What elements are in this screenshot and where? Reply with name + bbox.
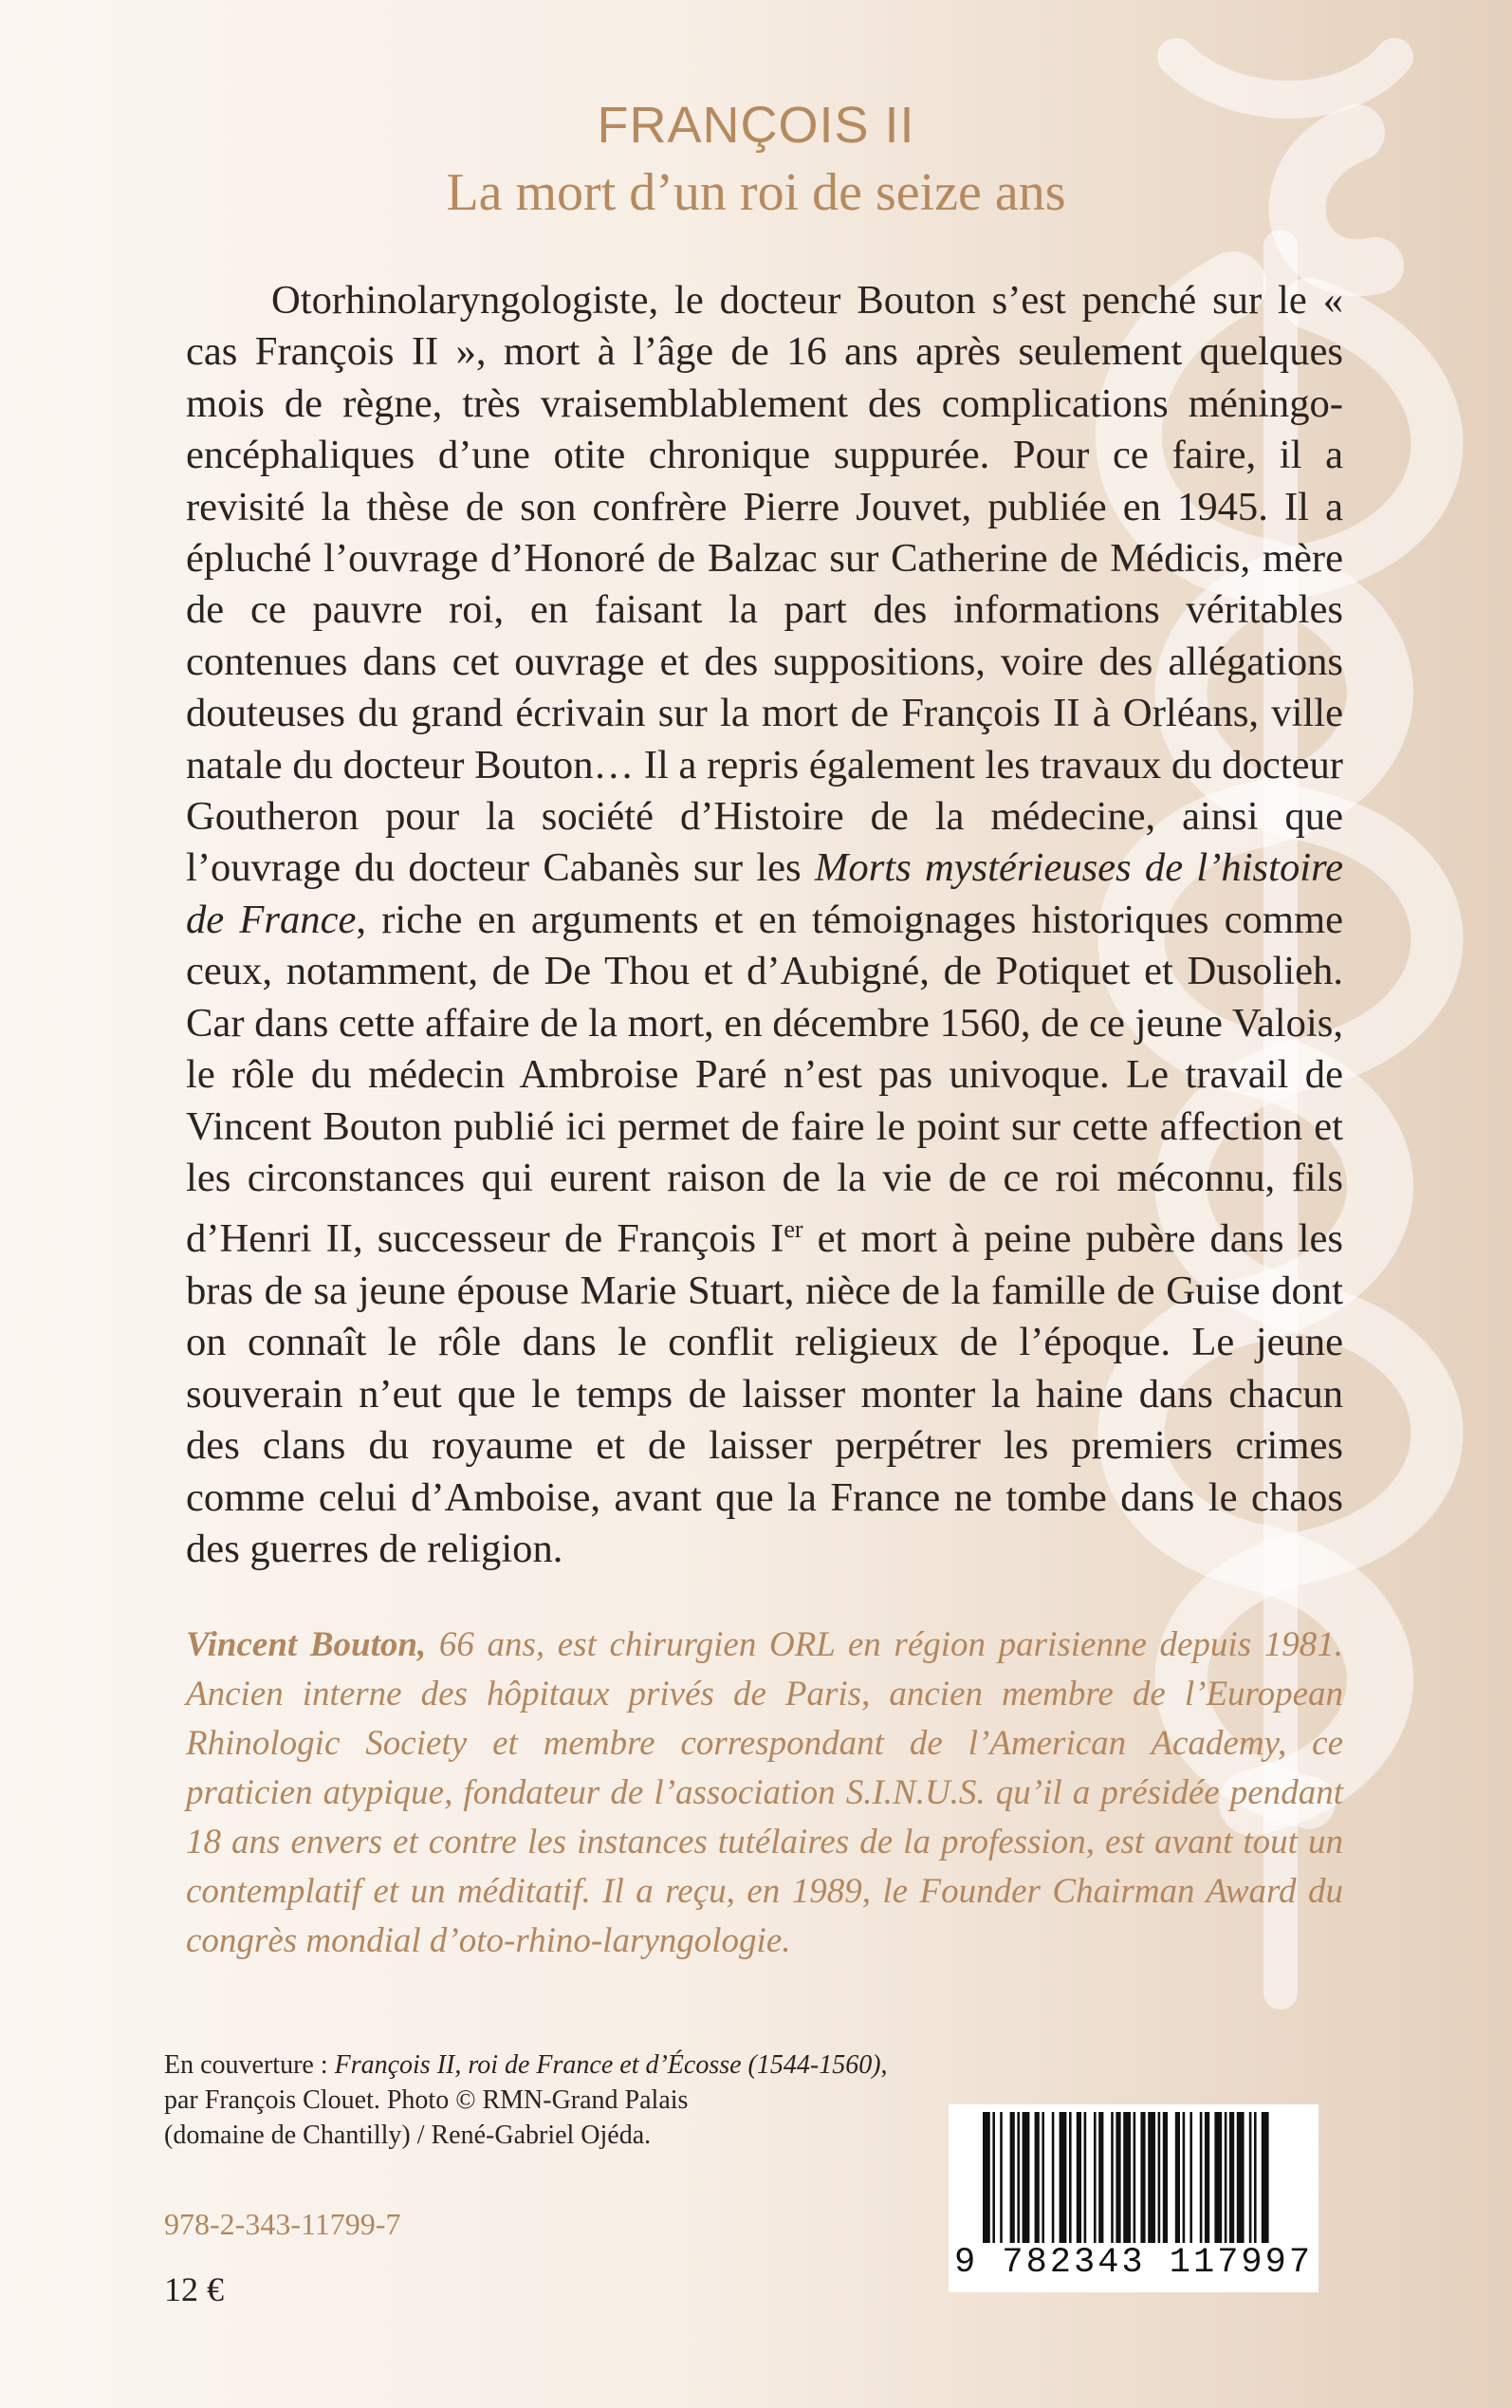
barcode-bar <box>1225 2112 1227 2243</box>
barcode-bar <box>1023 2112 1030 2243</box>
barcode-bar <box>1084 2112 1087 2243</box>
barcode-bar <box>1183 2112 1186 2243</box>
summary-text <box>186 275 1343 1575</box>
barcode-bar <box>1094 2112 1097 2243</box>
barcode-bar <box>1052 2112 1055 2243</box>
barcode-bar <box>1237 2112 1245 2243</box>
price: 12 € <box>164 2270 224 2308</box>
isbn: 978-2-343-11799-7 <box>164 2207 401 2241</box>
barcode-bar <box>1035 2112 1040 2243</box>
author-bio-text: 66 ans, est chirurgien ORL en région parisienne depuis 1981. Ancien interne des hôpitaux privés de Paris, ancien membre de l’European Rhinologic Society et membre correspondant de l’American Academy, ce praticien atypique, fondateur de l’association S.I.N.U.S. qu’il a présidée pendant 18 ans envers et contre les instances tutélaires de la profession, est avant tout un contemplatif et un méditatif. Il a reçu, en 1989, le Founder Chairman Award du congrès mondial d’oto-rhino-laryngologie. <box>186 1625 1343 1960</box>
barcode-bar <box>1098 2112 1103 2243</box>
barcode-bar <box>1262 2112 1269 2243</box>
barcode-bar <box>1116 2112 1120 2243</box>
barcode <box>949 2104 1318 2292</box>
barcode-bar <box>992 2112 995 2243</box>
author-bio <box>186 1621 1343 1966</box>
barcode-bar <box>1158 2112 1161 2243</box>
barcode-bar <box>1148 2112 1155 2243</box>
barcode-bar <box>983 2112 990 2243</box>
barcode-bar <box>1017 2112 1020 2243</box>
barcode-bar <box>1163 2112 1168 2243</box>
barcode-bar <box>1010 2112 1015 2243</box>
barcode-bar <box>1134 2112 1136 2243</box>
barcode-digits: 9 782343 117997 <box>949 2243 1318 2283</box>
barcode-bar <box>1254 2112 1257 2243</box>
author-name: Vincent Bouton, <box>186 1625 427 1664</box>
barcode-bar <box>1200 2112 1203 2243</box>
ordinal-superscript: er <box>784 1215 803 1244</box>
barcode-bar <box>1077 2112 1081 2243</box>
barcode-bar <box>1249 2112 1252 2243</box>
barcode-bar <box>1123 2112 1131 2243</box>
cited-work-title: Morts mystérieuses de l’histoire de France <box>186 845 1343 942</box>
book-subtitle: La mort d’un roi de seize ans <box>446 163 1066 222</box>
barcode-bar <box>1060 2112 1067 2243</box>
barcode-bar <box>1000 2112 1003 2243</box>
artwork-title: François II, roi de France et d’Écosse (1544-1560) <box>334 2050 881 2080</box>
barcode-bar <box>1214 2112 1222 2243</box>
barcode-bar <box>1140 2112 1145 2243</box>
barcode-bar <box>1189 2112 1192 2243</box>
title-block <box>0 95 1512 226</box>
barcode-bar <box>1069 2112 1072 2243</box>
cover-credit: En couverture : François II, roi de France et d’Écosse (1544-1560), par François Clouet. Photo © RMN-Grand Palais (domaine de Chantilly) / René-Gabriel Ojéda. <box>164 2050 888 2150</box>
book-title: FRANÇOIS II <box>597 97 915 154</box>
summary-paragraph: Otorhinolaryngologiste, le docteur Bouton s’est penché sur le « cas François II », mort à l’âge de 16 ans après seulement quelques mois de règne, très vraisemblablement des complications méningo-encéphaliques d’une otite chronique suppurée. Pour ce faire, il a revisité la thèse de son confrère Pierre Jouvet, publiée en 1945. Il a épluché l’ouvrage d’Honoré de Balzac sur Catherine de Médicis, mère de ce pauvre roi, en faisant la part des informations véritables contenues dans cet ouvrage et des suppositions, voire des allégations douteuses du grand écrivain sur la mort de François II à Orléans, ville natale du docteur Bouton… Il a repris également les travaux du docteur Goutheron pour la société d’Histoire de la médecine, ainsi que l’ouvrage du docteur Cabanès sur les Morts mystérieuses de l’histoire de France, riche en arguments et en témoignages historiques comme ceux, notamment, de De Thou et d’Aubigné, de Potiquet et Dusolieh. Car dans cette affaire de la mort, en décembre 1560, de ce jeune Valois, le rôle du médecin Ambroise Paré n’est pas univoque. Le travail de Vincent Bouton publié ici permet de faire le point sur cette affection et les circonstances qui eurent raison de la vie de ce roi méconnu, fils d’Henri II, successeur de François Ier et mort à peine pubère dans les bras de sa jeune épouse Marie Stuart, nièce de la famille de Guise dont on connaît le rôle dans le conflit religieux de l’époque. Le jeune souverain n’eut que le temps de laisser monter la haine dans chacun des clans du royaume et de laisser perpétrer les premiers crimes comme celui d’Amboise, avant que la France ne tombe dans le chaos des guerres de religion. <box>186 278 1343 1571</box>
barcode-bar <box>1042 2112 1044 2243</box>
barcode-bar <box>1175 2112 1180 2243</box>
barcode-bar <box>1205 2112 1209 2243</box>
barcode-bar <box>1229 2112 1234 2243</box>
barcode-bar <box>1111 2112 1114 2243</box>
